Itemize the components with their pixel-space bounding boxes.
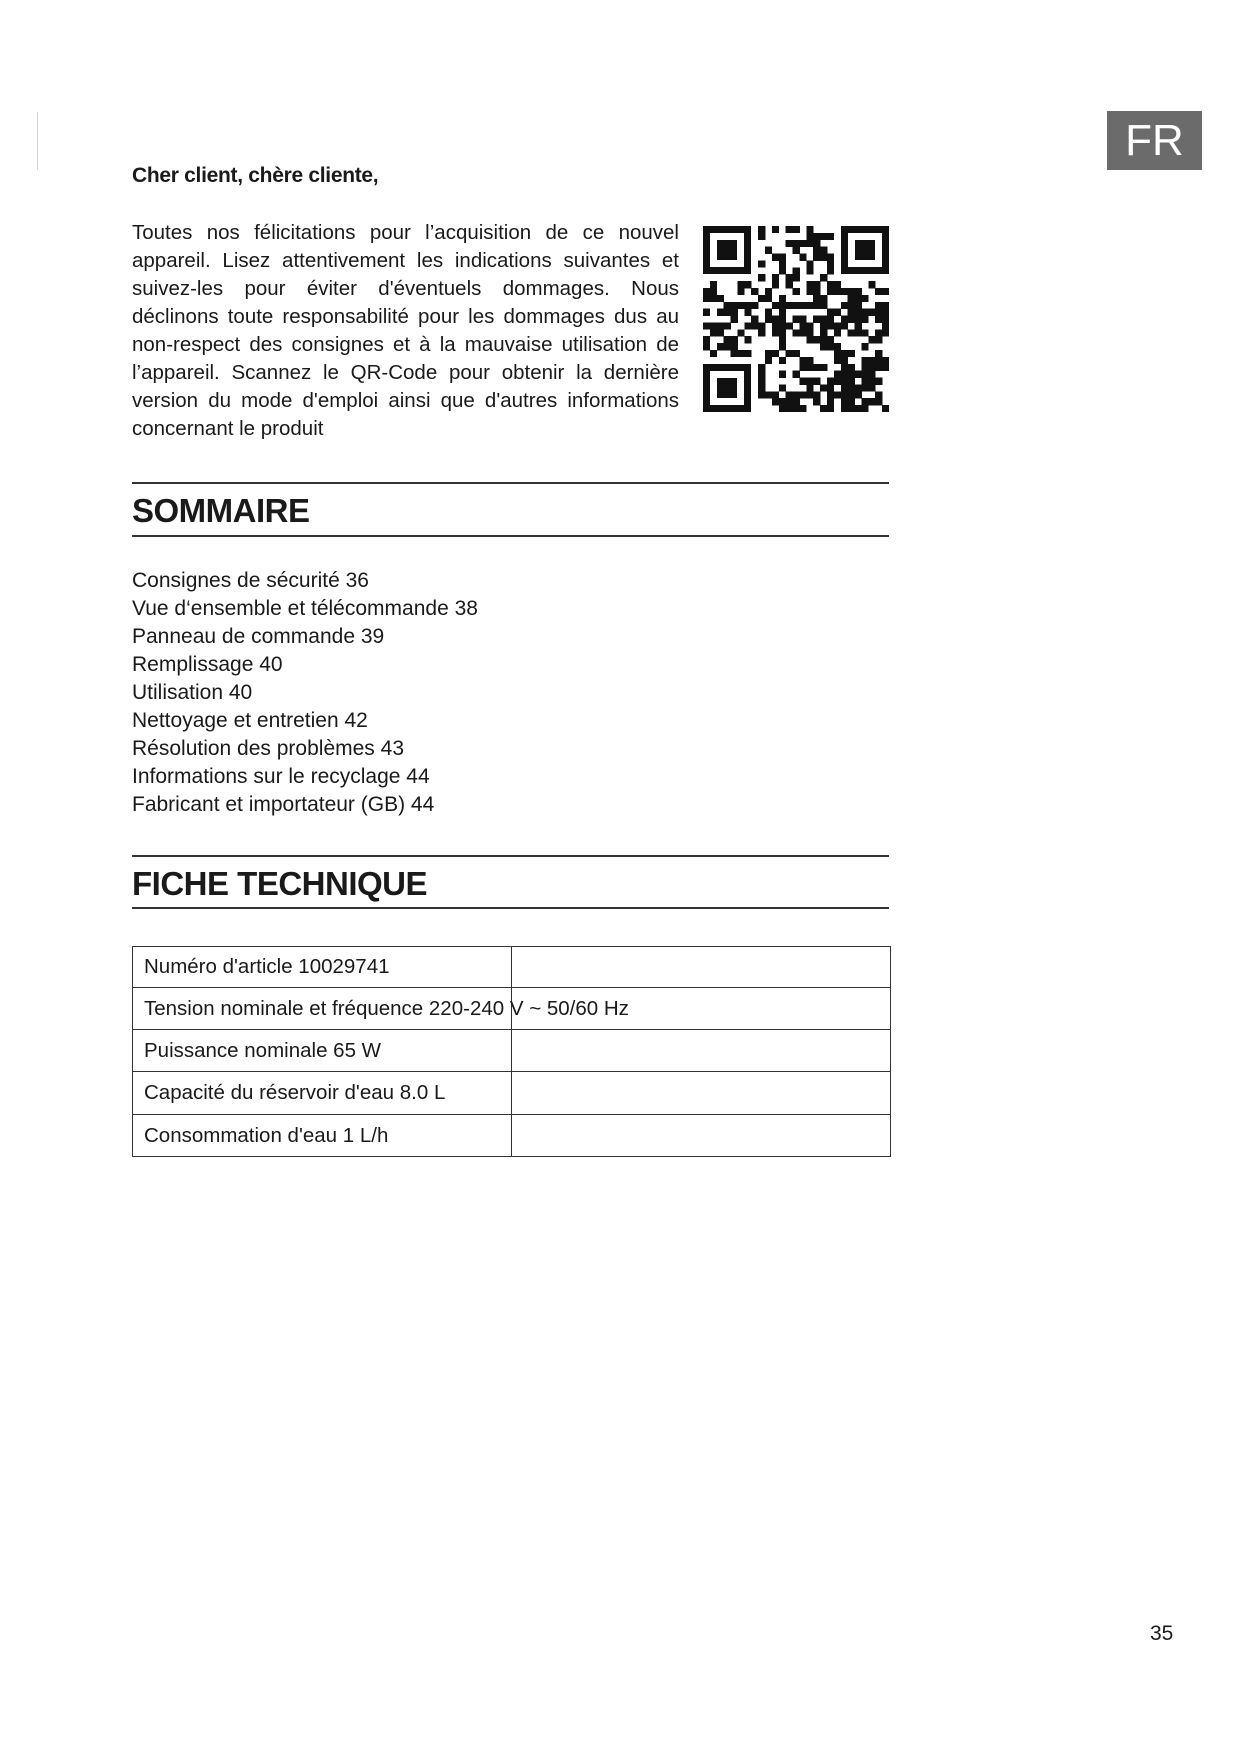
spec-title: FICHE TECHNIQUE (132, 865, 428, 902)
toc-title: SOMMAIRE (132, 492, 310, 529)
toc-item[interactable]: Vue d‘ensemble et télécommande 38 (132, 597, 478, 620)
greeting-heading: Cher client, chère cliente, (132, 164, 379, 187)
spec-section-header (132, 855, 889, 909)
intro-paragraph: Toutes nos félicitations pour l’acquisition de ce nouvel appareil. Lisez attentivement les indications suivantes et suivez-les pour éviter d'éventuels dommages. Nous déclinons toute responsabilité pour les dommages dus au non-respect des consignes et à la mauvaise utilisation de l’appareil. Scannez le QR-Code pour obtenir la dernière version du mode d'emploi ainsi que d'autres informations concernant le produit (132, 221, 679, 440)
language-tab: FR (1107, 111, 1202, 170)
toc-section-header (132, 482, 889, 537)
table-row (133, 1072, 891, 1115)
spec-cell-empty (512, 1030, 891, 1072)
spec-cell: Numéro d'article 10029741 (133, 947, 512, 988)
toc-item[interactable]: Panneau de commande 39 (132, 625, 385, 648)
toc-item[interactable]: Résolution des problèmes 43 (132, 737, 404, 760)
toc-list (132, 567, 478, 819)
spec-cell: Capacité du réservoir d'eau 8.0 L (133, 1072, 512, 1115)
table-row (133, 988, 891, 1030)
table-row (133, 947, 891, 988)
toc-item[interactable]: Utilisation 40 (132, 681, 253, 704)
toc-item[interactable]: Remplissage 40 (132, 653, 283, 676)
toc-item[interactable]: Informations sur le recyclage 44 (132, 765, 430, 788)
spec-cell: Tension nominale et fréquence 220-240 V ~ 50/60 Hz (133, 988, 512, 1030)
toc-item[interactable]: Consignes de sécurité 36 (132, 569, 369, 592)
table-row (133, 1115, 891, 1157)
margin-rule (37, 112, 38, 170)
toc-item[interactable]: Fabricant et importateur (GB) 44 (132, 793, 435, 816)
table-row (133, 1030, 891, 1072)
toc-item[interactable]: Nettoyage et entretien 42 (132, 709, 368, 732)
spec-cell: Puissance nominale 65 W (133, 1030, 512, 1072)
spec-table (132, 946, 891, 1157)
page-number: 35 (1150, 1622, 1174, 1645)
qr-code (703, 226, 889, 412)
spec-cell-empty (512, 1072, 891, 1115)
spec-cell: Consommation d'eau 1 L/h (133, 1115, 512, 1157)
spec-cell-empty (512, 947, 891, 988)
spec-cell-empty (512, 1115, 891, 1157)
